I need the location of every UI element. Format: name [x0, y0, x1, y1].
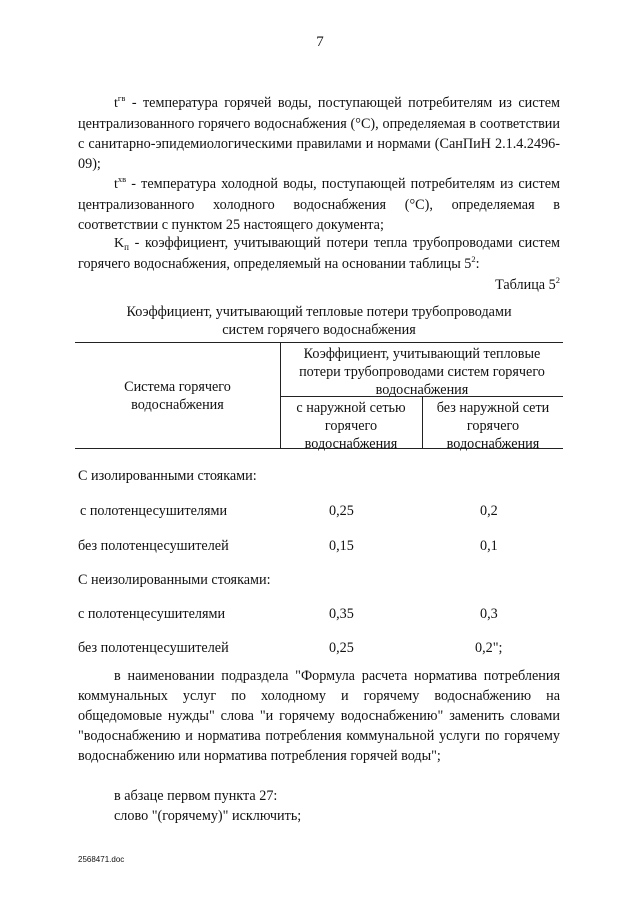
page-number: 7: [316, 34, 324, 50]
symbol-k: K: [114, 236, 125, 251]
symbol-t: t: [114, 177, 118, 192]
header-with-external-network: с наружной сетью горячего водоснабжения: [296, 400, 406, 452]
table-top-border: [75, 342, 563, 343]
table-label: [495, 277, 560, 294]
table-caption: [78, 303, 560, 339]
symbol-t: t: [114, 96, 118, 111]
row-value-with: 0,25: [329, 503, 354, 519]
symbol-subscript: п: [124, 242, 129, 252]
definition-end: :: [475, 256, 480, 272]
footer-document-name: 2568471.doc: [78, 855, 125, 864]
row-label: с полотенцесушителями: [80, 503, 228, 519]
row-value-with: 0,25: [329, 640, 354, 656]
definition-heat-loss-coefficient: [78, 233, 560, 274]
symbol-superscript: хв: [117, 174, 127, 184]
exclude-word-line: слово "(горячему)" исключить;: [114, 808, 302, 824]
amendment-paragraph: в наименовании подраздела "Формула расчета норматива потребления коммунальных услуг по холодному и горячему водоснабжению на общедомовые нужды" слова "и горячему водоснабжению" заменить словами "водоснабжению и норматива потребления коммунальной услуги по горячему водоснабжению или норматива потребления горячей воды";: [78, 668, 560, 764]
header-coefficient: Коэффициент, учитывающий тепловые потери трубопроводами систем горячего водоснабжения: [299, 346, 545, 398]
table-caption-line: систем горячего водоснабжения: [222, 322, 416, 338]
table-subcolumn-divider: [422, 396, 423, 448]
row-value-with: 0,15: [329, 538, 354, 554]
row-label: без полотенцесушителей: [78, 640, 229, 656]
row-value-without: 0,2: [480, 503, 498, 519]
header-without-external-network: без наружной сети горячего водоснабжения: [436, 400, 550, 452]
row-value-without: 0,2";: [475, 640, 503, 656]
table-label-superscript: 2: [555, 275, 560, 285]
table-column-divider: [280, 342, 281, 448]
definition-cold-water-temperature: [78, 174, 560, 235]
definition-hot-water-temperature: [78, 93, 560, 174]
paragraph-27-line: в абзаце первом пункта 27:: [114, 788, 278, 804]
definition-text: - температура холодной воды, поступающей потребителям из систем централизованного холодного водоснабжения (°С), определяемая в соответствии с пунктом 25 настоящего документа;: [78, 176, 560, 233]
row-value-without: 0,3: [480, 606, 498, 622]
definition-text: - коэффициент, учитывающий потери тепла трубопроводами систем горячего водоснабжения, определяемый на основании таблицы 5: [78, 235, 560, 272]
group-insulated-risers: С изолированными стояками:: [78, 468, 257, 484]
row-value-with: 0,35: [329, 606, 354, 622]
symbol-superscript: гв: [117, 93, 126, 103]
header-system: Система горячего водоснабжения: [124, 379, 231, 413]
table-caption-line: Коэффициент, учитывающий тепловые потери трубопроводами: [126, 304, 512, 320]
row-value-without: 0,1: [480, 538, 498, 554]
table-label-text: Таблица 5: [495, 277, 556, 293]
row-label: с полотенцесушителями: [78, 606, 226, 622]
group-uninsulated-risers: С неизолированными стояками:: [78, 572, 271, 588]
table-ref-superscript: 2: [471, 254, 476, 264]
row-label: без полотенцесушителей: [78, 538, 229, 554]
definition-text: - температура горячей воды, поступающей потребителям из систем централизованного горячего водоснабжения (°С), определяемая в соответствии с санитарно-эпидемиологическими правилами и нормами (СанПиН 2.1.4.2496-09);: [78, 95, 560, 172]
